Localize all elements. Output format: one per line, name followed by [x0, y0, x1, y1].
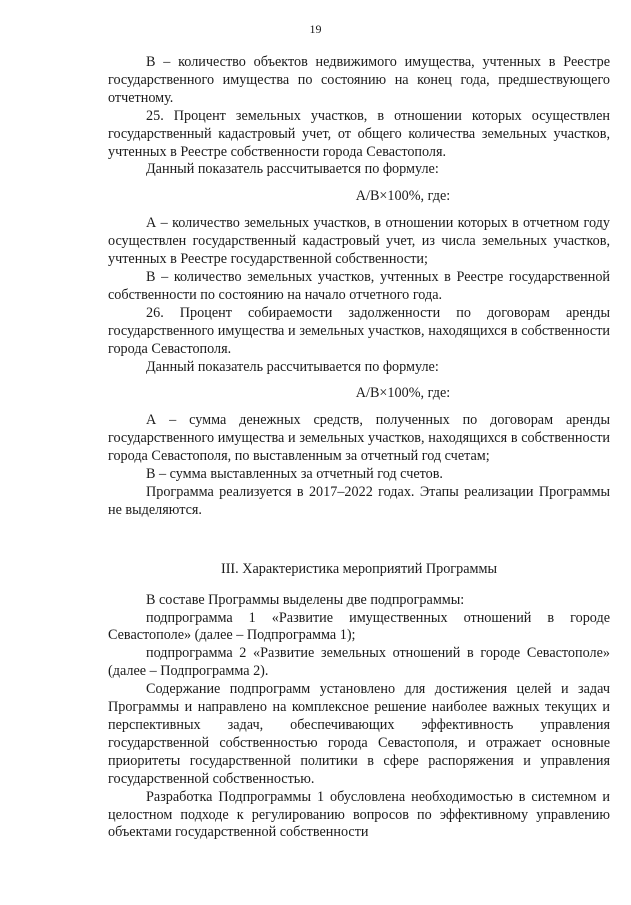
indicator-26: 26. Процент собираемости задолженности по договорам аренды государственного имущества и земельных участков, находящихся в собственности города Севастополя.	[108, 304, 610, 357]
paragraph-b-definition-2: В – количество земельных участков, учтенных в Реестре государственной собственности по состоянию на начало отчетного года.	[108, 268, 610, 303]
indicator-25: 25. Процент земельных участков, в отношении которых осуществлен государственный кадастровый учет, от общего количества земельных участков, учтенных в Реестре собственности города Севастополя.	[108, 107, 610, 160]
section-heading: III. Характеристика мероприятий Программы	[220, 560, 498, 577]
subprogram-2: подпрограмма 2 «Развитие земельных отношений в городе Севастополе» (далее – Подпрограмма 2).	[108, 645, 610, 680]
paragraph-a-definition-2: А – количество земельных участков, в отношении которых в отчетном году осуществлен государственный кадастровый учет, из числа земельных участков, учтенных в Реестре государственной собственности;	[108, 215, 610, 268]
formula-1: А/В×100%, где:	[355, 188, 451, 205]
subprograms-intro: В составе Программы выделены две подпрограммы:	[146, 591, 465, 608]
document-body	[108, 54, 610, 842]
paragraph-b-definition-1: В – количество объектов недвижимого имущества, учтенных в Реестре государственного имущества по состоянию на конец года, предшествующего отчетному.	[108, 54, 610, 106]
page-number: 19	[309, 22, 322, 36]
program-period: Программа реализуется в 2017–2022 годах. Этапы реализации Программы не выделяются.	[108, 483, 610, 518]
subprograms-content: Содержание подпрограмм установлено для достижения целей и задач Программы и направлено на комплексное решение наиболее важных текущих и перспективных задач, обеспечивающих эффективность управления государственной собственностью города Севастополя, и отражает основные приоритеты государственной политики в сфере распоряжения и управления государственной собственностью.	[108, 681, 610, 787]
formula-2: А/В×100%, где:	[355, 385, 451, 402]
formula-intro-2: Данный показатель рассчитывается по формуле:	[146, 358, 439, 375]
paragraph-a-definition-3: А – сумма денежных средств, полученных по договорам аренды государственного имущества и земельных участков, находящихся в собственности города Севастополя, по выставленным за отчетный год счетам;	[108, 412, 610, 465]
paragraph-b-definition-3: В – сумма выставленных за отчетный год счетов.	[146, 466, 443, 483]
subprogram-1: подпрограмма 1 «Развитие имущественных отношений в городе Севастополе» (далее – Подпрограмма 1);	[108, 609, 610, 644]
subprogram-1-rationale: Разработка Подпрограммы 1 обусловлена необходимостью в системном и целостном подходе к регулированию вопросов по эффективному управлению объектами государственной собственности	[108, 788, 610, 841]
formula-intro-1: Данный показатель рассчитывается по формуле:	[146, 161, 439, 178]
